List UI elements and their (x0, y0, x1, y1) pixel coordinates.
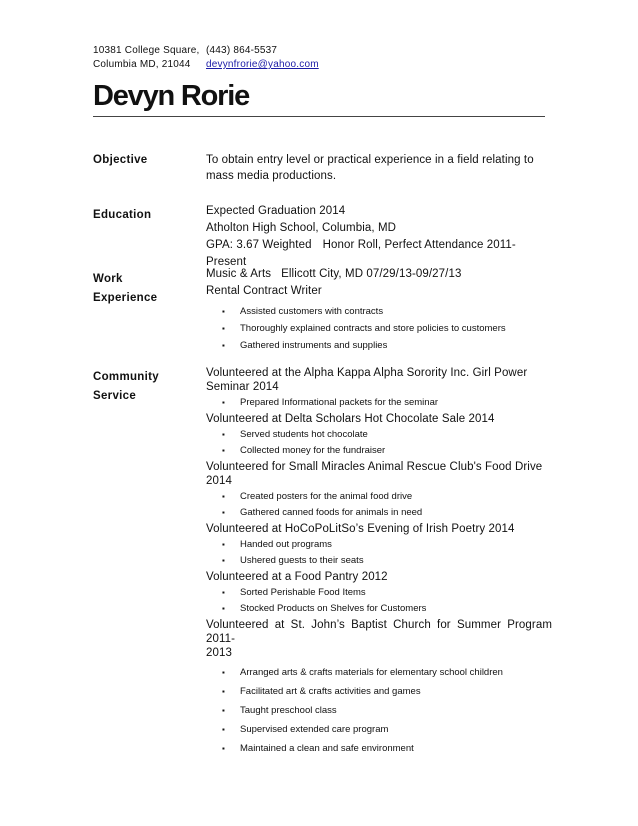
header-divider (93, 116, 545, 117)
gpa-text: GPA: 3.67 Weighted (206, 239, 312, 251)
objective-text (206, 153, 546, 184)
bullet-text: Prepared Informational packets for the seminar (240, 397, 439, 408)
community-heading-line: Community (93, 371, 159, 383)
community-bullet-list (206, 538, 552, 567)
community-bullet-list (206, 586, 552, 615)
community-entry-title: Volunteered for Small Miracles Animal Rescue Club's Food Drive (206, 461, 543, 473)
bullet-item (206, 444, 552, 457)
bullet-item (206, 685, 552, 698)
objective-line: mass media productions. (206, 169, 337, 182)
bullet-marker-icon: ▪ (222, 324, 225, 333)
bullet-item (206, 586, 552, 599)
community-bullet-list (206, 428, 552, 457)
community-entry-title: 2013 (206, 647, 232, 659)
community-heading-line: Service (93, 390, 137, 402)
bullet-item (206, 428, 552, 441)
bullet-text: Collected money for the fundraiser (240, 445, 386, 456)
bullet-item (206, 396, 552, 409)
work-heading (93, 270, 157, 308)
community-bullet-list (206, 666, 552, 755)
bullet-text: Taught preschool class (240, 705, 337, 716)
bullet-item (206, 339, 551, 352)
community-entry-title: Volunteered at Delta Scholars Hot Chocolate Sale 2014 (206, 413, 495, 425)
bullet-text: Stocked Products on Shelves for Customers (240, 603, 427, 614)
community-bullet-list (206, 490, 552, 519)
community-entry-title: 2014 (206, 475, 232, 487)
employer-name: Music & Arts (206, 268, 272, 280)
email-link[interactable]: devynfrorie@yahoo.com (206, 59, 319, 70)
bullet-text: Supervised extended care program (240, 724, 389, 735)
work-details (206, 265, 551, 356)
work-employer-line (206, 265, 551, 283)
education-line: Expected Graduation 2014 (206, 205, 346, 217)
job-title: Rental Contract Writer (206, 285, 322, 297)
bullet-text: Ushered guests to their seats (240, 555, 364, 566)
objective-line: To obtain entry level or practical experience in a field relating to (206, 154, 534, 166)
community-entry (206, 618, 552, 755)
address-line-2: Columbia MD, 21044 (93, 59, 191, 70)
bullet-marker-icon: ▪ (222, 540, 225, 549)
education-line: Atholton High School, Columbia, MD (206, 222, 397, 234)
bullet-item (206, 538, 552, 551)
bullet-marker-icon: ▪ (222, 307, 225, 316)
community-entry-title: Seminar 2014 (206, 381, 279, 393)
community-entry-title: Volunteered at St. John’s Baptist Church for Summer Program 2011- (206, 619, 552, 645)
phone-number: (443) 864-5537 (206, 45, 278, 56)
bullet-text: Gathered instruments and supplies (240, 340, 388, 351)
bullet-marker-icon: ▪ (222, 668, 225, 677)
bullet-marker-icon: ▪ (222, 706, 225, 715)
work-bullet-list (206, 305, 551, 352)
bullet-text: Maintained a clean and safe environment (240, 743, 414, 754)
work-heading-line: Work (93, 273, 123, 285)
bullet-marker-icon: ▪ (222, 588, 225, 597)
community-bullet-list (206, 396, 552, 409)
applicant-name: Devyn Rorie (93, 80, 250, 112)
bullet-marker-icon: ▪ (222, 398, 225, 407)
bullet-marker-icon: ▪ (222, 341, 225, 350)
bullet-text: Facilitated art & crafts activities and games (240, 686, 421, 697)
bullet-marker-icon: ▪ (222, 556, 225, 565)
bullet-item (206, 305, 551, 318)
bullet-item (206, 742, 552, 755)
bullet-marker-icon: ▪ (222, 725, 225, 734)
community-entry (206, 522, 552, 567)
community-entry (206, 570, 552, 615)
education-text (206, 203, 551, 271)
bullet-text: Assisted customers with contracts (240, 306, 384, 317)
education-heading: Education (93, 209, 152, 221)
work-heading-line: Experience (93, 292, 158, 304)
objective-heading: Objective (93, 154, 148, 166)
bullet-text: Served students hot chocolate (240, 429, 368, 440)
bullet-item (206, 554, 552, 567)
bullet-item (206, 602, 552, 615)
bullet-item (206, 704, 552, 717)
bullet-marker-icon: ▪ (222, 508, 225, 517)
bullet-marker-icon: ▪ (222, 604, 225, 613)
bullet-marker-icon: ▪ (222, 744, 225, 753)
bullet-marker-icon: ▪ (222, 687, 225, 696)
bullet-marker-icon: ▪ (222, 446, 225, 455)
bullet-item (206, 666, 552, 679)
bullet-item (206, 723, 552, 736)
bullet-text: Gathered canned foods for animals in need (240, 507, 423, 518)
bullet-text: Thoroughly explained contracts and store policies to customers (240, 323, 506, 334)
bullet-item (206, 322, 551, 335)
community-heading (93, 368, 159, 406)
community-entry (206, 460, 552, 519)
community-entry-title: Volunteered at HoCoPoLitSo’s Evening of Irish Poetry 2014 (206, 523, 515, 535)
contact-block (206, 44, 319, 72)
bullet-marker-icon: ▪ (222, 430, 225, 439)
community-list (206, 366, 552, 761)
community-entry (206, 366, 552, 409)
bullet-marker-icon: ▪ (222, 492, 225, 501)
bullet-item (206, 490, 552, 503)
address-block (93, 44, 200, 72)
honors-text: Honor Roll, Perfect Attendance 2011-Present (206, 239, 516, 268)
bullet-text: Sorted Perishable Food Items (240, 587, 366, 598)
bullet-text: Handed out programs (240, 539, 332, 550)
employer-location-dates: Ellicott City, MD 07/29/13-09/27/13 (281, 268, 462, 280)
community-entry (206, 412, 552, 457)
community-entry-title: Volunteered at the Alpha Kappa Alpha Sorority Inc. Girl Power (206, 367, 528, 379)
bullet-text: Arranged arts & crafts materials for elementary school children (240, 667, 503, 678)
community-entry-title: Volunteered at a Food Pantry 2012 (206, 571, 388, 583)
bullet-text: Created posters for the animal food drive (240, 491, 413, 502)
address-line-1: 10381 College Square, (93, 45, 200, 56)
bullet-item (206, 506, 552, 519)
